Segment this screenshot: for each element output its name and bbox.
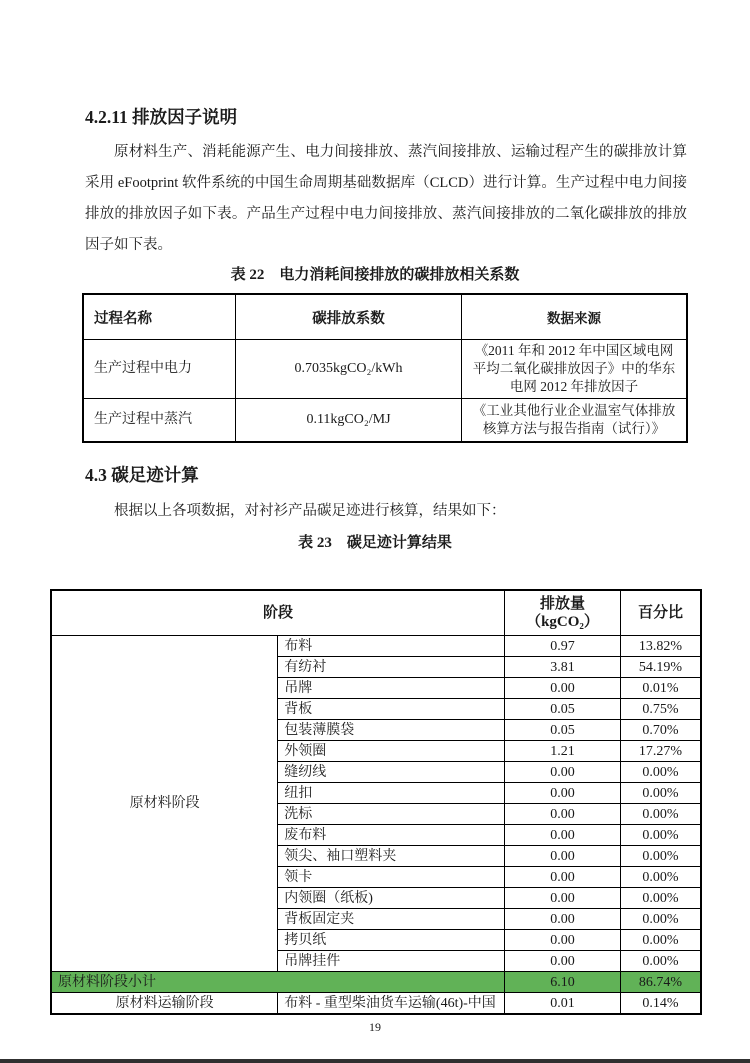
emission-cell: 0.05: [505, 699, 621, 720]
col-header-emission: [505, 590, 621, 636]
table-row: [83, 399, 687, 443]
stage-label-raw-material-transport: 原材料运输阶段: [51, 993, 278, 1015]
emission-cell: 0.05: [505, 720, 621, 741]
table-23-caption: 表 23 碳足迹计算结果: [298, 535, 452, 551]
process-name-cell: 生产过程中蒸汽: [83, 399, 236, 443]
item-name-cell: 背板: [278, 699, 505, 720]
emission-cell: 0.00: [505, 825, 621, 846]
section-4-2-11-paragraph: 原材料生产、消耗能源产生、电力间接排放、蒸汽间接排放、运输过程产生的碳排放计算采用 eFootprint 软件系统的中国生命周期基础数据库（CLCD）进行计算。生产过程中电力间接排放的排放因子如下表。产品生产过程中电力间接排放、蒸汽间接排放的二氧化碳排放的排放因子如下表。: [85, 144, 687, 253]
item-name-cell: 布料: [278, 636, 505, 657]
item-name-cell: 外领圈: [278, 741, 505, 762]
emission-cell: 0.00: [505, 930, 621, 951]
percent-cell: 13.82%: [621, 636, 702, 657]
section-heading-4-3: 4.3 碳足迹计算: [85, 465, 199, 485]
table-row: [51, 993, 701, 1015]
percent-cell: 0.00%: [621, 783, 702, 804]
item-name-cell: 吊牌: [278, 678, 505, 699]
percent-cell: 0.01%: [621, 678, 702, 699]
percent-cell: 0.75%: [621, 699, 702, 720]
subtotal-row-raw-materials: [51, 972, 701, 993]
emission-header-line1: 排放量: [539, 596, 585, 612]
item-name-cell: 拷贝纸: [278, 930, 505, 951]
col-header-percent: 百分比: [621, 590, 702, 636]
subtotal-emission-cell: 6.10: [505, 972, 621, 993]
item-name-cell: 背板固定夹: [278, 909, 505, 930]
section-4-3-paragraph: 根据以上各项数据，对衬衫产品碳足迹进行核算，结果如下：: [114, 503, 506, 519]
percent-cell: 0.00%: [621, 825, 702, 846]
item-name-cell: 洗标: [278, 804, 505, 825]
emission-cell: 0.00: [505, 846, 621, 867]
percent-cell: 0.00%: [621, 762, 702, 783]
percent-cell: 0.00%: [621, 951, 702, 972]
table-23-header-row: [51, 590, 701, 636]
percent-cell: 0.00%: [621, 846, 702, 867]
table-row: [51, 636, 701, 657]
percent-cell: 0.00%: [621, 930, 702, 951]
emission-cell: 0.00: [505, 678, 621, 699]
source-cell: 《工业其他行业企业温室气体排放核算方法与报告指南（试行）》: [462, 399, 688, 443]
percent-cell: 0.14%: [621, 993, 702, 1015]
emission-cell: 0.00: [505, 762, 621, 783]
item-name-cell: 包装薄膜袋: [278, 720, 505, 741]
emission-cell: 0.00: [505, 888, 621, 909]
process-name-cell: 生产过程中电力: [83, 340, 236, 399]
item-name-cell: 布料 - 重型柴油货车运输(46t)-中国: [278, 993, 505, 1015]
table-22-caption: 表 22 电力消耗间接排放的碳排放相关系数: [230, 267, 520, 283]
item-name-cell: 缝纫线: [278, 762, 505, 783]
col-header-data-source: 数据来源: [462, 294, 688, 340]
emission-cell: 0.00: [505, 909, 621, 930]
emission-header-line2: （kgCO₂）: [526, 614, 599, 630]
percent-cell: 17.27%: [621, 741, 702, 762]
source-cell: 《2011 年和 2012 年中国区域电网平均二氧化碳排放因子》中的华东电网 2012 年排放因子: [462, 340, 688, 399]
subtotal-percent-cell: 86.74%: [621, 972, 702, 993]
item-name-cell: 内领圈（纸板): [278, 888, 505, 909]
page-number: 19: [369, 1020, 381, 1034]
percent-cell: 54.19%: [621, 657, 702, 678]
table-22-header-row: [83, 294, 687, 340]
item-name-cell: 纽扣: [278, 783, 505, 804]
emission-cell: 0.00: [505, 951, 621, 972]
section-heading-4-2-11: 4.2.11 排放因子说明: [85, 107, 238, 127]
emission-cell: 0.00: [505, 804, 621, 825]
emission-cell: 0.00: [505, 783, 621, 804]
percent-cell: 0.00%: [621, 867, 702, 888]
col-header-process-name: 过程名称: [83, 294, 236, 340]
item-name-cell: 废布料: [278, 825, 505, 846]
item-name-cell: 吊牌挂件: [278, 951, 505, 972]
percent-cell: 0.70%: [621, 720, 702, 741]
emission-cell: 0.97: [505, 636, 621, 657]
emission-cell: 1.21: [505, 741, 621, 762]
col-header-emission-coef: 碳排放系数: [236, 294, 462, 340]
emission-cell: 3.81: [505, 657, 621, 678]
table-22-emission-factors: [82, 293, 688, 443]
emission-cell: 0.00: [505, 867, 621, 888]
percent-cell: 0.00%: [621, 804, 702, 825]
item-name-cell: 领尖、袖口塑料夹: [278, 846, 505, 867]
stage-label-raw-materials: 原材料阶段: [51, 636, 278, 972]
subtotal-label-cell: 原材料阶段小计: [51, 972, 505, 993]
table-23-carbon-footprint-results: [50, 589, 702, 1015]
item-name-cell: 领卡: [278, 867, 505, 888]
percent-cell: 0.00%: [621, 888, 702, 909]
emission-cell: 0.01: [505, 993, 621, 1015]
coef-cell: 0.7035kgCO₂/kWh: [236, 340, 462, 399]
percent-cell: 0.00%: [621, 909, 702, 930]
page-bottom-edge: [0, 1059, 750, 1063]
table-row: [83, 340, 687, 399]
col-header-stage: 阶段: [51, 590, 505, 636]
coef-cell: 0.11kgCO₂/MJ: [236, 399, 462, 443]
item-name-cell: 有纺衬: [278, 657, 505, 678]
